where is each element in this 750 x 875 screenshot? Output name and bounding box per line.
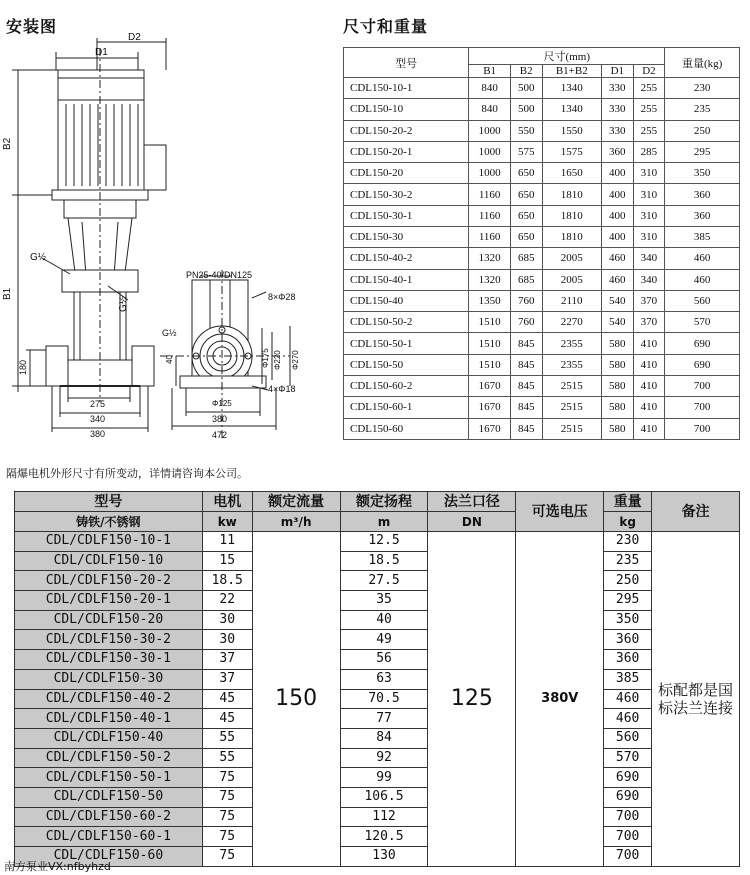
perf-motor-cell: 30: [202, 610, 252, 630]
dim-value-cell: 1000: [469, 120, 511, 141]
perf-table-row: [15, 689, 740, 709]
dim-value-cell: 400: [601, 184, 633, 205]
perf-table-row: [15, 787, 740, 807]
dim-value-cell: 410: [633, 397, 665, 418]
dim-table-row: [344, 397, 740, 418]
perf-table-row: [15, 591, 740, 611]
perf-motor-cell: 55: [202, 748, 252, 768]
dim-value-cell: 340: [633, 269, 665, 290]
dim-value-cell: 230: [665, 78, 740, 99]
label-g-half: G½: [30, 252, 47, 263]
dim-value-cell: 460: [601, 248, 633, 269]
perf-model-cell: CDL/CDLF150-50: [15, 787, 203, 807]
perf-dn-value: 125: [428, 532, 516, 867]
perf-table-row: [15, 610, 740, 630]
perf-model-cell: CDL/CDLF150-30-1: [15, 650, 203, 670]
perf-header-flow: 额定流量: [252, 492, 340, 512]
perf-header-model: 型号: [15, 492, 203, 512]
dim-value-cell: 360: [601, 141, 633, 162]
dim-value-cell: 385: [665, 226, 740, 247]
dim-col-header: D2: [633, 65, 665, 78]
dim-value-cell: 460: [665, 248, 740, 269]
perf-motor-cell: 15: [202, 551, 252, 571]
dim-value-cell: 1510: [469, 333, 511, 354]
perf-weight-cell: 560: [604, 728, 652, 748]
dim-value-cell: 1650: [542, 163, 601, 184]
dim-table-row: [344, 184, 740, 205]
dim-value-cell: 255: [633, 78, 665, 99]
perf-voltage-value: 380V: [516, 532, 604, 867]
dim-value-cell: 845: [510, 397, 542, 418]
perf-header-flow-unit: m³/h: [252, 512, 340, 532]
label-d270: Φ270: [291, 350, 300, 370]
perf-table-row: [15, 571, 740, 591]
dimension-table: [343, 47, 740, 440]
perf-header-flange: 法兰口径: [428, 492, 516, 512]
label-d1: D1: [95, 47, 108, 58]
perf-table-row: [15, 748, 740, 768]
dim-table-row: [344, 269, 740, 290]
perf-motor-cell: 11: [202, 532, 252, 552]
perf-model-cell: CDL/CDLF150-50-1: [15, 768, 203, 788]
perf-motor-cell: 30: [202, 630, 252, 650]
dim-value-cell: 1320: [469, 248, 511, 269]
perf-motor-cell: 75: [202, 827, 252, 847]
dim-value-cell: 255: [633, 120, 665, 141]
dim-value-cell: 845: [510, 375, 542, 396]
perf-header-motor-unit: kw: [202, 512, 252, 532]
label-d125: Φ125: [212, 399, 232, 408]
perf-weight-cell: 350: [604, 610, 652, 630]
perf-weight-cell: 690: [604, 787, 652, 807]
perf-motor-cell: 18.5: [202, 571, 252, 591]
perf-head-cell: 35: [340, 591, 428, 611]
dim-value-cell: 360: [665, 205, 740, 226]
perf-note-value: 标配都是国标法兰连接: [652, 532, 740, 867]
perf-weight-cell: 460: [604, 709, 652, 729]
dim-table-row: [344, 418, 740, 440]
label-180: 180: [18, 359, 28, 375]
perf-table-row: [15, 669, 740, 689]
dim-header-weight: 重量(kg): [665, 48, 740, 78]
dim-value-cell: 760: [510, 290, 542, 311]
dim-model-cell: CDL150-20-2: [344, 120, 469, 141]
perf-head-cell: 40: [340, 610, 428, 630]
dim-value-cell: 540: [601, 312, 633, 333]
dim-value-cell: 340: [633, 248, 665, 269]
dim-value-cell: 685: [510, 269, 542, 290]
perf-motor-cell: 37: [202, 650, 252, 670]
dim-value-cell: 410: [633, 375, 665, 396]
dim-value-cell: 350: [665, 163, 740, 184]
perf-motor-cell: 75: [202, 807, 252, 827]
dim-table-row: [344, 290, 740, 311]
label-8-holes: 8×Φ28: [268, 292, 296, 302]
dim-table-row: [344, 375, 740, 396]
perf-header-weight-unit: kg: [604, 512, 652, 532]
perf-model-cell: CDL/CDLF150-20: [15, 610, 203, 630]
dim-value-cell: 1340: [542, 78, 601, 99]
dim-value-cell: 310: [633, 226, 665, 247]
label-b2: B2: [2, 137, 13, 150]
perf-model-cell: CDL/CDLF150-60-1: [15, 827, 203, 847]
perf-head-cell: 130: [340, 847, 428, 867]
dim-value-cell: 310: [633, 205, 665, 226]
dim-value-cell: 1810: [542, 205, 601, 226]
dim-value-cell: 1000: [469, 163, 511, 184]
dim-model-cell: CDL150-30-1: [344, 205, 469, 226]
dim-value-cell: 560: [665, 290, 740, 311]
dim-value-cell: 2515: [542, 397, 601, 418]
perf-weight-cell: 360: [604, 630, 652, 650]
perf-head-cell: 112: [340, 807, 428, 827]
dim-model-cell: CDL150-40-1: [344, 269, 469, 290]
perf-head-cell: 27.5: [340, 571, 428, 591]
dim-model-cell: CDL150-30: [344, 226, 469, 247]
dim-model-cell: CDL150-40: [344, 290, 469, 311]
dim-value-cell: 580: [601, 397, 633, 418]
perf-weight-cell: 385: [604, 669, 652, 689]
perf-table-row: [15, 847, 740, 867]
perf-weight-cell: 700: [604, 847, 652, 867]
label-d220: Φ220: [273, 350, 282, 370]
dim-value-cell: 1000: [469, 141, 511, 162]
dim-value-cell: 700: [665, 375, 740, 396]
label-d175: Φ175: [261, 348, 270, 368]
dim-table-row: [344, 205, 740, 226]
dim-model-cell: CDL150-50: [344, 354, 469, 375]
perf-weight-cell: 250: [604, 571, 652, 591]
perf-weight-cell: 570: [604, 748, 652, 768]
dim-value-cell: 250: [665, 120, 740, 141]
perf-motor-cell: 75: [202, 768, 252, 788]
perf-head-cell: 63: [340, 669, 428, 689]
dim-value-cell: 580: [601, 354, 633, 375]
perf-head-cell: 120.5: [340, 827, 428, 847]
dim-value-cell: 575: [510, 141, 542, 162]
perf-model-cell: CDL/CDLF150-40-1: [15, 709, 203, 729]
perf-motor-cell: 37: [202, 669, 252, 689]
perf-head-cell: 49: [340, 630, 428, 650]
dim-value-cell: 690: [665, 333, 740, 354]
dim-value-cell: 330: [601, 120, 633, 141]
dim-value-cell: 500: [510, 99, 542, 120]
dim-value-cell: 2005: [542, 269, 601, 290]
dim-value-cell: 235: [665, 99, 740, 120]
perf-model-cell: CDL/CDLF150-60-2: [15, 807, 203, 827]
dim-value-cell: 1510: [469, 312, 511, 333]
perf-model-cell: CDL/CDLF150-30: [15, 669, 203, 689]
perf-model-cell: CDL/CDLF150-60: [15, 847, 203, 867]
dim-value-cell: 570: [665, 312, 740, 333]
perf-motor-cell: 45: [202, 689, 252, 709]
dim-col-header: B2: [510, 65, 542, 78]
dim-value-cell: 1670: [469, 375, 511, 396]
perf-model-cell: CDL/CDLF150-10-1: [15, 532, 203, 552]
perf-header-head: 额定扬程: [340, 492, 428, 512]
dim-value-cell: 760: [510, 312, 542, 333]
dim-model-cell: CDL150-20-1: [344, 141, 469, 162]
installation-drawing: [0, 30, 340, 450]
dim-value-cell: 1810: [542, 184, 601, 205]
label-g-half-side: G½: [162, 328, 177, 338]
dim-value-cell: 410: [633, 333, 665, 354]
perf-header-note: 备注: [652, 492, 740, 532]
dim-value-cell: 845: [510, 333, 542, 354]
dim-value-cell: 1670: [469, 418, 511, 440]
perf-weight-cell: 460: [604, 689, 652, 709]
perf-weight-cell: 360: [604, 650, 652, 670]
dim-value-cell: 370: [633, 290, 665, 311]
dim-value-cell: 1160: [469, 205, 511, 226]
dim-value-cell: 1320: [469, 269, 511, 290]
perf-table-row: [15, 807, 740, 827]
dim-model-cell: CDL150-60: [344, 418, 469, 440]
perf-model-cell: CDL/CDLF150-20-1: [15, 591, 203, 611]
dim-model-cell: CDL150-60-1: [344, 397, 469, 418]
dim-table-row: [344, 78, 740, 99]
perf-header-voltage: 可选电压: [516, 492, 604, 532]
perf-model-cell: CDL/CDLF150-40: [15, 728, 203, 748]
perf-head-cell: 84: [340, 728, 428, 748]
perf-header-model-sub: 铸铁/不锈钢: [15, 512, 203, 532]
dim-model-cell: CDL150-20: [344, 163, 469, 184]
dim-value-cell: 295: [665, 141, 740, 162]
perf-motor-cell: 75: [202, 847, 252, 867]
perf-table-row: [15, 768, 740, 788]
perf-model-cell: CDL/CDLF150-10: [15, 551, 203, 571]
dim-value-cell: 650: [510, 163, 542, 184]
dim-value-cell: 460: [665, 269, 740, 290]
dim-table-row: [344, 141, 740, 162]
dim-model-cell: CDL150-30-2: [344, 184, 469, 205]
label-340: 340: [90, 414, 106, 424]
perf-motor-cell: 75: [202, 787, 252, 807]
dim-value-cell: 410: [633, 354, 665, 375]
dim-value-cell: 330: [601, 78, 633, 99]
perf-table-row: [15, 630, 740, 650]
perf-motor-cell: 55: [202, 728, 252, 748]
dim-value-cell: 1670: [469, 397, 511, 418]
perf-header-flange-unit: DN: [428, 512, 516, 532]
perf-header-motor: 电机: [202, 492, 252, 512]
perf-head-cell: 92: [340, 748, 428, 768]
dim-value-cell: 845: [510, 354, 542, 375]
dim-value-cell: 1810: [542, 226, 601, 247]
perf-weight-cell: 700: [604, 827, 652, 847]
dim-value-cell: 700: [665, 418, 740, 440]
dimensions-heading: 尺寸和重量: [343, 17, 429, 36]
dim-value-cell: 500: [510, 78, 542, 99]
dim-value-cell: 410: [633, 418, 665, 440]
label-275: 275: [90, 399, 106, 409]
label-4-holes: 4×Φ18: [268, 384, 296, 394]
label-flange: PN25-40/DN125: [186, 270, 253, 280]
dim-value-cell: 400: [601, 226, 633, 247]
perf-header-weight: 重量: [604, 492, 652, 512]
label-472: 472: [212, 430, 228, 440]
perf-table-row: [15, 709, 740, 729]
perf-table-row: [15, 728, 740, 748]
dim-header-size: 尺寸(mm): [469, 48, 665, 65]
dim-value-cell: 460: [601, 269, 633, 290]
perf-flow-value: 150: [252, 532, 340, 867]
dim-value-cell: 1575: [542, 141, 601, 162]
perf-model-cell: CDL/CDLF150-40-2: [15, 689, 203, 709]
dim-col-header: B1+B2: [542, 65, 601, 78]
label-40: 40: [165, 355, 174, 364]
dim-col-header: B1: [469, 65, 511, 78]
dim-value-cell: 2005: [542, 248, 601, 269]
dim-value-cell: 2515: [542, 418, 601, 440]
label-b1: B1: [2, 287, 13, 300]
dim-value-cell: 310: [633, 163, 665, 184]
perf-head-cell: 12.5: [340, 532, 428, 552]
dim-value-cell: 845: [510, 418, 542, 440]
dim-value-cell: 400: [601, 205, 633, 226]
dim-value-cell: 2355: [542, 354, 601, 375]
perf-head-cell: 70.5: [340, 689, 428, 709]
dim-value-cell: 840: [469, 99, 511, 120]
dim-model-cell: CDL150-50-1: [344, 333, 469, 354]
label-g-half-right: G½: [118, 295, 129, 312]
dim-header-model: 型号: [344, 48, 469, 78]
dim-table-row: [344, 354, 740, 375]
dim-table-row: [344, 248, 740, 269]
perf-model-cell: CDL/CDLF150-50-2: [15, 748, 203, 768]
footer-contact: 南方泵业VX:nfbyhzd: [4, 860, 111, 873]
dim-value-cell: 650: [510, 184, 542, 205]
dim-table-row: [344, 163, 740, 184]
dim-value-cell: 580: [601, 418, 633, 440]
label-380b: 380: [212, 414, 228, 424]
perf-model-cell: CDL/CDLF150-20-2: [15, 571, 203, 591]
perf-table-row: [15, 650, 740, 670]
dim-table-row: [344, 312, 740, 333]
dim-value-cell: 360: [665, 184, 740, 205]
explosion-proof-note: 隔爆电机外形尺寸有所变动，详情请咨询本公司。: [6, 467, 248, 480]
dim-value-cell: 2355: [542, 333, 601, 354]
perf-header-head-unit: m: [340, 512, 428, 532]
perf-weight-cell: 235: [604, 551, 652, 571]
dim-value-cell: 550: [510, 120, 542, 141]
perf-model-cell: CDL/CDLF150-30-2: [15, 630, 203, 650]
dim-value-cell: 2110: [542, 290, 601, 311]
dim-value-cell: 330: [601, 99, 633, 120]
dim-value-cell: 1350: [469, 290, 511, 311]
perf-weight-cell: 690: [604, 768, 652, 788]
dim-value-cell: 1160: [469, 226, 511, 247]
perf-weight-cell: 700: [604, 807, 652, 827]
dim-table-row: [344, 99, 740, 120]
dim-value-cell: 580: [601, 375, 633, 396]
dim-value-cell: 540: [601, 290, 633, 311]
perf-motor-cell: 45: [202, 709, 252, 729]
dim-value-cell: 2270: [542, 312, 601, 333]
label-d2: D2: [128, 32, 141, 43]
dim-value-cell: 1340: [542, 99, 601, 120]
dim-value-cell: 700: [665, 397, 740, 418]
dim-value-cell: 685: [510, 248, 542, 269]
dim-value-cell: 840: [469, 78, 511, 99]
dim-table-row: [344, 226, 740, 247]
dim-value-cell: 580: [601, 333, 633, 354]
perf-head-cell: 18.5: [340, 551, 428, 571]
dim-value-cell: 1160: [469, 184, 511, 205]
perf-head-cell: 106.5: [340, 787, 428, 807]
dim-value-cell: 310: [633, 184, 665, 205]
dim-value-cell: 650: [510, 226, 542, 247]
perf-table-row: [15, 827, 740, 847]
dim-value-cell: 1550: [542, 120, 601, 141]
dim-value-cell: 690: [665, 354, 740, 375]
performance-table: [14, 491, 740, 867]
installation-heading: 安装图: [6, 17, 58, 36]
dim-value-cell: 400: [601, 163, 633, 184]
perf-motor-cell: 22: [202, 591, 252, 611]
dim-col-header: D1: [601, 65, 633, 78]
label-380: 380: [90, 429, 106, 439]
dim-model-cell: CDL150-40-2: [344, 248, 469, 269]
dim-value-cell: 285: [633, 141, 665, 162]
perf-head-cell: 56: [340, 650, 428, 670]
perf-table-row: [15, 532, 740, 552]
dim-value-cell: 255: [633, 99, 665, 120]
perf-head-cell: 77: [340, 709, 428, 729]
dim-model-cell: CDL150-10: [344, 99, 469, 120]
dim-model-cell: CDL150-60-2: [344, 375, 469, 396]
perf-weight-cell: 230: [604, 532, 652, 552]
dim-model-cell: CDL150-10-1: [344, 78, 469, 99]
dim-value-cell: 1510: [469, 354, 511, 375]
dim-value-cell: 650: [510, 205, 542, 226]
dim-model-cell: CDL150-50-2: [344, 312, 469, 333]
dim-table-row: [344, 333, 740, 354]
dim-table-row: [344, 120, 740, 141]
perf-table-row: [15, 551, 740, 571]
dim-value-cell: 2515: [542, 375, 601, 396]
perf-weight-cell: 295: [604, 591, 652, 611]
perf-head-cell: 99: [340, 768, 428, 788]
dim-value-cell: 370: [633, 312, 665, 333]
